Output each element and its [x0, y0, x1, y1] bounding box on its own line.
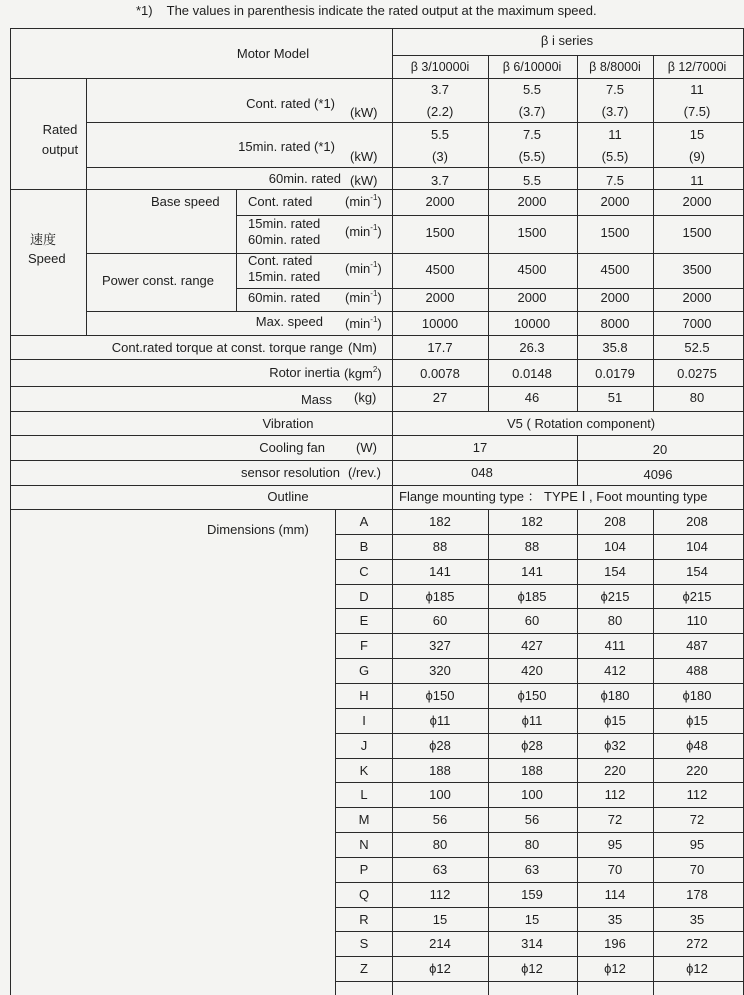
speed-value: 2000: [682, 290, 712, 305]
speed-row-label: Cont. rated: [248, 194, 313, 209]
dimension-value: 159: [521, 886, 543, 902]
rated-output-label: Rated: [42, 122, 78, 137]
model-name: β 8/8000i: [589, 60, 641, 74]
vibration-value: V5 ( Rotation component): [507, 416, 656, 431]
dimension-key: F: [360, 638, 368, 654]
speed-value: 2000: [517, 194, 547, 209]
grid-line: [236, 288, 744, 289]
rotor-inertia-value: 0.0275: [677, 366, 717, 381]
grid-line: [10, 189, 744, 190]
grid-line: [10, 386, 744, 387]
dimension-value: 112: [429, 886, 451, 902]
grid-line: [335, 956, 744, 957]
cooling-fan-value: 20: [652, 442, 668, 457]
grid-line: [335, 931, 744, 932]
dimension-value: ϕ32: [604, 737, 626, 753]
grid-line: [335, 584, 744, 585]
grid-line: [335, 832, 744, 833]
dimension-value: 88: [432, 538, 448, 554]
grid-line: [335, 981, 744, 982]
grid-line: [335, 658, 744, 659]
mass-value: 46: [524, 390, 540, 405]
dimension-value: 141: [521, 563, 543, 579]
dimension-value: 272: [686, 936, 708, 952]
dimension-value: ϕ12: [429, 961, 451, 977]
speed-value: 2000: [600, 290, 630, 305]
dimension-value: 214: [429, 936, 451, 952]
dimension-value: 327: [429, 638, 451, 654]
speed-row-label: 15min. rated: [248, 269, 321, 284]
dimension-value: 420: [521, 663, 543, 679]
grid-line: [10, 28, 11, 995]
rated-15min-value: 5.5: [430, 127, 450, 142]
cont-rated-max-speed: (3.7): [518, 104, 546, 119]
dimension-value: 178: [686, 886, 708, 902]
cooling-fan-value: 17: [472, 440, 488, 455]
grid-line: [335, 907, 744, 908]
dimension-value: 72: [689, 812, 705, 828]
torque-value: 35.8: [602, 340, 628, 355]
grid-line: [10, 28, 744, 29]
rotor-inertia-label: Rotor inertia: [269, 365, 340, 380]
dimension-key: B: [359, 538, 369, 554]
dimension-key: I: [362, 712, 366, 728]
rated-60min-value: 7.5: [605, 173, 625, 188]
speed-value: 2000: [425, 290, 455, 305]
dimension-value: 60: [432, 613, 448, 629]
grid-line: [10, 78, 744, 79]
grid-line: [335, 608, 744, 609]
dimension-value: 95: [607, 837, 623, 853]
grid-line: [335, 633, 744, 634]
dimensions-label: Dimensions (mm): [207, 522, 309, 537]
grid-line: [86, 167, 744, 168]
rated-15min-label: 15min. rated (*1): [238, 139, 335, 154]
dimension-value: 104: [686, 538, 708, 554]
dimension-key: L: [360, 787, 368, 803]
dimension-key: J: [360, 737, 368, 753]
dimension-value: 63: [524, 861, 540, 877]
cont-rated-value: 5.5: [522, 82, 542, 97]
sensor-resolution-label: sensor resolution: [241, 465, 340, 480]
grid-line: [86, 122, 744, 123]
sensor-resolution-value: 4096: [643, 467, 673, 482]
speed-row-label: Cont. rated: [248, 253, 313, 268]
dimension-value: 208: [604, 514, 626, 529]
grid-line: [335, 534, 744, 535]
grid-line: [335, 857, 744, 858]
dimension-value: 220: [686, 762, 708, 778]
unit-min: $(\min^{-1})$: [345, 193, 382, 209]
dimension-value: 100: [521, 787, 543, 803]
dimension-value: 80: [607, 613, 623, 629]
dimension-value: ϕ150: [517, 687, 547, 703]
vibration-label: Vibration: [262, 416, 314, 431]
dimension-key: G: [358, 663, 370, 679]
max-speed-value: 7000: [682, 316, 712, 331]
grid-line: [86, 78, 87, 335]
dimension-value: 188: [429, 762, 451, 778]
outline-label: Outline: [267, 489, 309, 504]
cont-rated-value: 3.7: [430, 82, 450, 97]
dimension-value: 80: [432, 837, 448, 853]
dimension-value: 80: [524, 837, 540, 853]
cont-rated-max-speed: (2.2): [426, 104, 454, 119]
dimension-value: ϕ11: [429, 712, 451, 728]
power-const-range-label: Power const. range: [102, 273, 215, 288]
cont-rated-value: 7.5: [605, 82, 625, 97]
dimension-key: K: [359, 762, 369, 778]
dimension-value: 70: [689, 861, 705, 877]
unit-kw: (kW): [350, 173, 378, 188]
grid-line: [335, 807, 744, 808]
dimension-key: A: [359, 514, 369, 529]
dimension-value: 488: [686, 663, 708, 679]
dimension-value: ϕ215: [600, 588, 630, 604]
model-name: β 12/7000i: [667, 60, 727, 74]
unit-rev: (/rev.): [348, 465, 381, 480]
unit-min: $(\min^{-1})$: [345, 315, 382, 331]
speed-row-label: 15min. rated: [248, 216, 321, 231]
unit-min: $(\min^{-1})$: [345, 223, 382, 239]
speed-label-en: Speed: [28, 251, 66, 266]
grid-line: [335, 559, 744, 560]
rated-60min-value: 5.5: [522, 173, 542, 188]
dimension-value: 154: [604, 563, 626, 579]
dimension-value: 104: [604, 538, 626, 554]
rated-60min-value: 3.7: [430, 173, 450, 188]
torque-value: 52.5: [684, 340, 710, 355]
dimension-value: 112: [686, 787, 708, 803]
dimension-value: ϕ15: [604, 712, 626, 728]
dimension-value: 412: [604, 663, 626, 679]
dimension-value: 154: [686, 563, 708, 579]
dimension-value: 320: [429, 663, 451, 679]
model-name: β 6/10000i: [502, 60, 562, 74]
speed-value: 1500: [517, 225, 547, 240]
grid-line: [86, 311, 744, 312]
rated-15min-max-speed: (5.5): [601, 149, 629, 164]
dimension-key: R: [359, 911, 369, 927]
unit-kg: (kg): [354, 390, 377, 405]
max-speed-label: Max. speed: [255, 314, 323, 329]
dimension-key: N: [359, 837, 369, 853]
speed-value: 2000: [600, 194, 630, 209]
rated-60min-value: 11: [690, 173, 704, 188]
dimension-value: 487: [686, 638, 708, 654]
dimension-key: E: [359, 613, 369, 629]
grid-line: [392, 55, 744, 56]
dimension-value: 56: [432, 812, 448, 828]
grid-line: [335, 782, 744, 783]
speed-value: 1500: [682, 225, 712, 240]
dimension-value: ϕ12: [686, 961, 708, 977]
speed-row-label: 60min. rated: [248, 290, 321, 305]
rated-15min-value: 15: [689, 127, 705, 142]
cont-rated-value: 11: [690, 82, 704, 97]
rotor-inertia-value: 0.0078: [420, 366, 460, 381]
rated-15min-max-speed: (3): [432, 149, 448, 164]
speed-value: 1500: [425, 225, 455, 240]
base-speed-label: Base speed: [151, 194, 220, 209]
torque-value: 17.7: [427, 340, 453, 355]
dimension-value: ϕ180: [682, 687, 712, 703]
dimension-value: 196: [604, 936, 626, 952]
dimension-key: Z: [360, 961, 368, 977]
mass-value: 27: [432, 390, 448, 405]
torque-value: 26.3: [519, 340, 545, 355]
outline-value: Flange mounting type ： TYPE Ⅰ , Foot mounting type: [399, 489, 708, 504]
dimension-key: C: [359, 563, 369, 579]
dimension-value: 112: [604, 787, 626, 803]
cont-rated-max-speed: (3.7): [601, 104, 629, 119]
dimension-key: M: [358, 812, 370, 828]
rated-15min-value: 11: [608, 127, 622, 142]
dimension-key: D: [359, 588, 369, 604]
dimension-key: H: [359, 687, 369, 703]
rated-output-label: output: [41, 142, 79, 157]
dimension-value: ϕ28: [521, 737, 543, 753]
rated-15min-value: 7.5: [522, 127, 542, 142]
dimension-value: ϕ48: [686, 737, 708, 753]
cooling-fan-label: Cooling fan: [259, 440, 325, 455]
dimension-value: ϕ12: [604, 961, 626, 977]
unit-min: $(\min^{-1})$: [345, 289, 382, 305]
grid-line: [10, 460, 744, 461]
grid-line: [10, 509, 744, 510]
max-speed-value: 10000: [513, 316, 551, 331]
footnote-text: The values in parenthesis indicate the rated output at the maximum speed.: [166, 3, 597, 18]
dimension-value: 220: [604, 762, 626, 778]
dimension-value: ϕ28: [429, 737, 451, 753]
dimension-value: ϕ15: [686, 712, 708, 728]
speed-value: 2000: [682, 194, 712, 209]
dimension-key: Q: [358, 886, 370, 902]
dimension-value: 60: [524, 613, 540, 629]
mass-value: 80: [689, 390, 705, 405]
dimension-value: 15: [432, 911, 448, 927]
mass-value: 51: [607, 390, 623, 405]
rated-15min-max-speed: (9): [689, 149, 705, 164]
dimension-value: 15: [524, 911, 540, 927]
unit-kgm2: (kgm$^2$): [344, 365, 382, 381]
grid-line: [335, 683, 744, 684]
speed-value: 4500: [600, 262, 630, 277]
unit-kw: (kW): [350, 149, 378, 164]
dimension-value: 35: [689, 911, 705, 927]
speed-value: 4500: [425, 262, 455, 277]
grid-line: [335, 733, 744, 734]
grid-line: [10, 359, 744, 360]
grid-line: [10, 435, 744, 436]
dimension-value: 182: [521, 514, 543, 529]
dimension-value: 63: [432, 861, 448, 877]
max-speed-value: 10000: [421, 316, 459, 331]
rotor-inertia-value: 0.0179: [595, 366, 635, 381]
dimension-key: P: [359, 861, 369, 877]
speed-value: 2000: [517, 290, 547, 305]
speed-value: 4500: [517, 262, 547, 277]
dimension-value: 114: [604, 886, 626, 902]
speed-value: 3500: [682, 262, 712, 277]
speed-value: 1500: [600, 225, 630, 240]
dimension-value: 110: [686, 613, 708, 629]
footnote-marker: *1): [136, 3, 153, 18]
dimension-value: ϕ11: [521, 712, 543, 728]
dimension-value: 314: [521, 936, 543, 952]
dimension-value: 100: [429, 787, 451, 803]
mass-label: Mass: [300, 392, 332, 407]
dimension-value: 56: [524, 812, 540, 828]
series-label: β i series: [540, 33, 594, 48]
cont-rated-max-speed: (7.5): [683, 104, 711, 119]
rotor-inertia-value: 0.0148: [512, 366, 552, 381]
dimension-value: ϕ12: [521, 961, 543, 977]
dimension-value: 141: [429, 563, 451, 579]
grid-line: [236, 189, 237, 311]
grid-line: [577, 435, 578, 485]
grid-line: [335, 708, 744, 709]
dimension-value: 35: [607, 911, 623, 927]
speed-label-cn: 速度: [30, 232, 57, 247]
speed-row-label: 60min. rated: [248, 232, 321, 247]
unit-w: (W): [356, 440, 377, 455]
grid-line: [10, 335, 744, 336]
dimension-value: ϕ215: [682, 588, 712, 604]
unit-kw: (kW): [350, 105, 378, 120]
dimension-value: ϕ185: [517, 588, 547, 604]
speed-value: 2000: [425, 194, 455, 209]
dimension-value: 188: [521, 762, 543, 778]
dimension-value: ϕ150: [425, 687, 455, 703]
sensor-resolution-value: 048: [471, 465, 493, 480]
model-name: β 3/10000i: [410, 60, 470, 74]
rated-60min-label: 60min. rated: [268, 171, 341, 186]
dimension-value: ϕ185: [425, 588, 455, 604]
grid-line: [10, 485, 744, 486]
grid-line: [86, 253, 744, 254]
dimension-value: 208: [686, 514, 708, 529]
dimension-value: 88: [524, 538, 540, 554]
dimension-value: 70: [607, 861, 623, 877]
dimension-value: 182: [429, 514, 451, 529]
grid-line: [335, 882, 744, 883]
dimension-value: ϕ180: [600, 687, 630, 703]
footnote: [136, 3, 597, 18]
cont-rated-label: Cont. rated (*1): [246, 96, 335, 111]
motor-model-label: Motor Model: [236, 46, 310, 61]
unit-min: $(\min^{-1})$: [345, 260, 382, 276]
grid-line: [335, 758, 744, 759]
dimension-value: 411: [604, 638, 626, 654]
max-speed-value: 8000: [600, 316, 630, 331]
dimension-value: 72: [607, 812, 623, 828]
dimension-key: S: [359, 936, 369, 952]
unit-nm: (Nm): [348, 340, 377, 355]
torque-label: Cont.rated torque at const. torque range: [111, 340, 343, 355]
dimension-value: 95: [689, 837, 705, 853]
dimension-value: 427: [521, 638, 543, 654]
rated-15min-max-speed: (5.5): [518, 149, 546, 164]
grid-line: [10, 411, 744, 412]
